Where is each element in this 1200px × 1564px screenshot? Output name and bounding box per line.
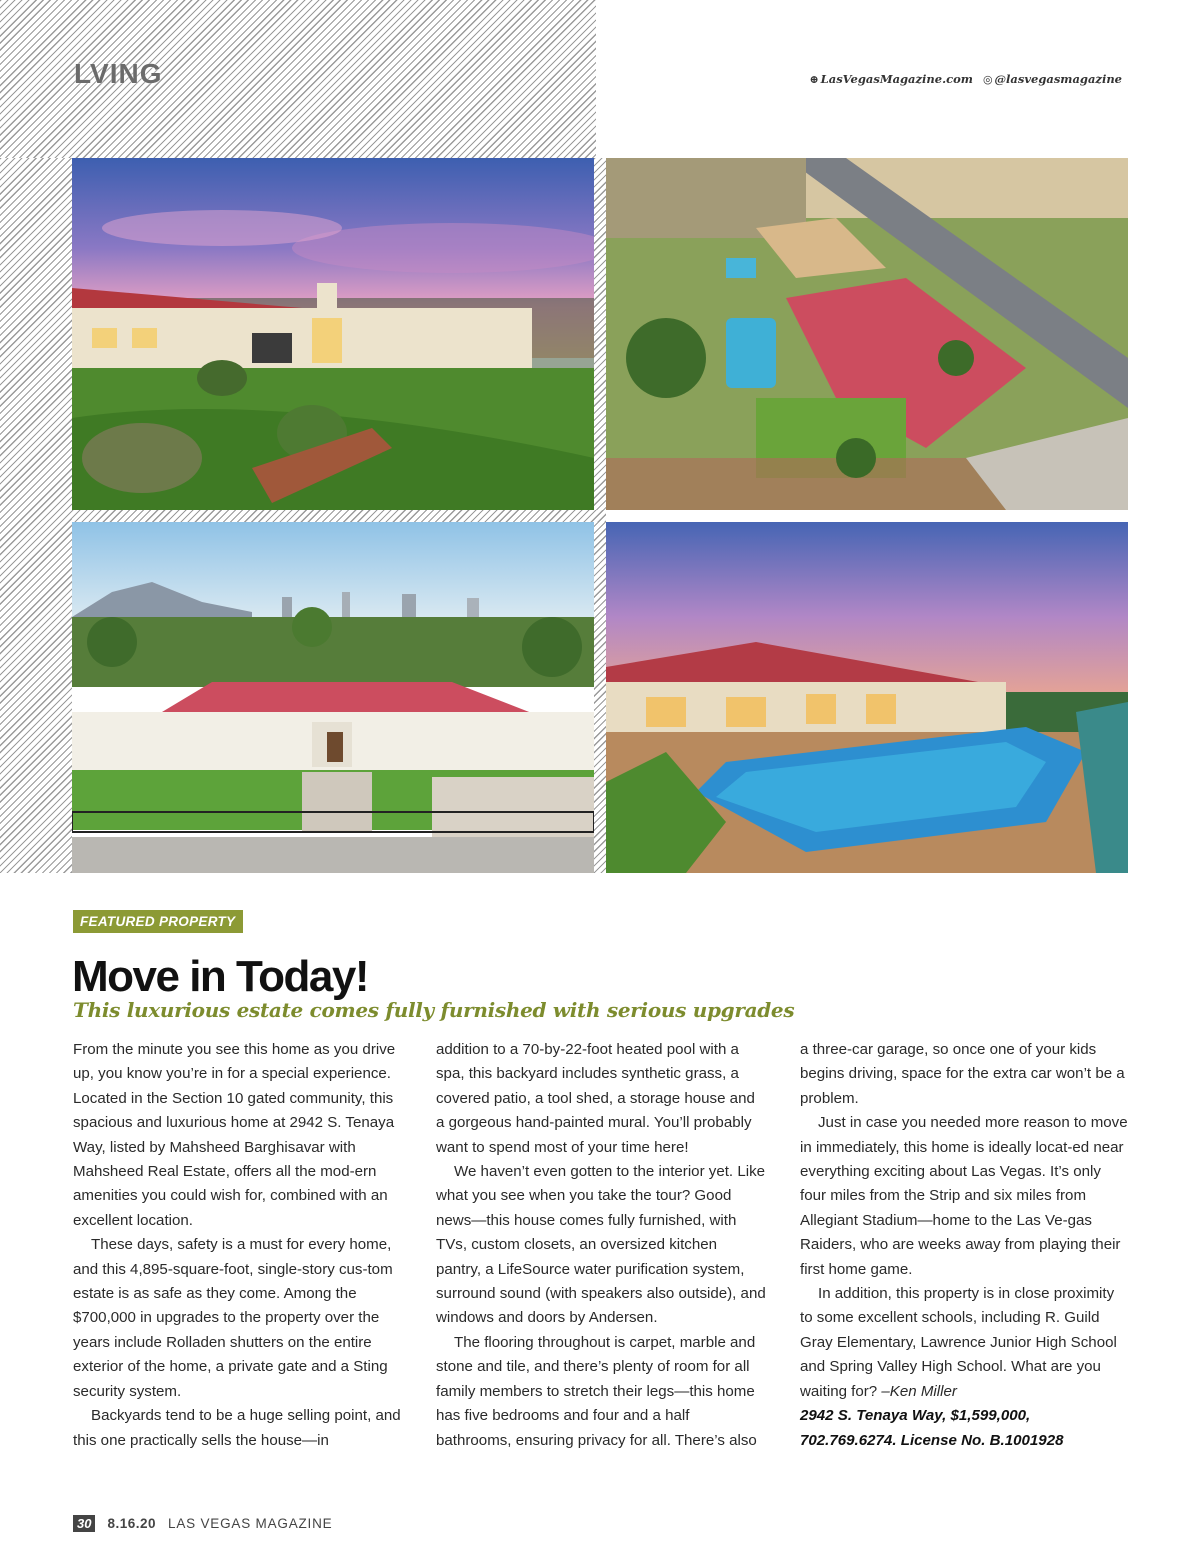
paragraph-text: In addition, this property is in close proximity to some excellent schools, including R. Guild Gray Elementary, Lawrence Junior High School and Spring Valley High School. What are you waiting for? [800, 1285, 1117, 1400]
paragraph [800, 1282, 1130, 1404]
row-hatch-pattern [72, 510, 606, 522]
left-hatch-pattern [0, 158, 72, 873]
globe-icon: ⊕ [809, 73, 819, 86]
social-links [809, 72, 1122, 86]
photo-aerial-view [606, 158, 1128, 510]
paragraph: Just in case you needed more reason to move in immediately, this home is ideally locat-ed near everything exciting about Las Vegas. It’s only four miles from the Strip and six miles from Allegiant Stadium—home to the Las Ve-gas Raiders, who are weeks away from playing their first home game. [800, 1114, 1128, 1278]
paragraph: We haven’t even gotten to the interior yet. Like what you see when you take the tour? Good news—this house comes fully furnished, with TVs, custom closets, an oversized kitchen pantry, a LifeSource water purification system, surround sound (with speakers also outside), and windows and doors by Andersen. [436, 1163, 766, 1327]
article-column-2 [436, 1038, 766, 1453]
photo-pool-backyard [606, 522, 1128, 873]
featured-property-tag: FEATURED PROPERTY [73, 910, 243, 933]
article-title: Move in Today! [72, 952, 368, 1001]
magazine-name: LAS VEGAS MAGAZINE [168, 1516, 333, 1531]
instagram-link[interactable]: ◎ @lasvegasmagazine [982, 72, 1122, 86]
paragraph: From the minute you see this home as you drive up, you know you’re in for a special experience. Located in the Section 10 gated community, this spacious and luxurious home at 2942 S. Tenaya Way, listed by Mahsheed Barghisavar with Mahsheed Real Estate, offers all the mod-ern amenities you could wish for, combined with an excellent location. [73, 1041, 396, 1229]
article-subtitle: This luxurious estate comes fully furnished with serious upgrades [73, 998, 795, 1022]
issue-date: 8.16.20 [107, 1516, 157, 1531]
paragraph: These days, safety is a must for every home, and this 4,895-square-foot, single-story cus-tom estate is as safe as they come. Among the $700,000 in upgrades to the property over the years include Rolladen shutters on the entire exterior of the home, a private gate and a Sting security system. [73, 1236, 393, 1400]
section-label: LVING [74, 58, 163, 89]
article-column-1 [73, 1038, 403, 1453]
page-number: 30 [73, 1515, 95, 1532]
page-footer [73, 1515, 332, 1532]
paragraph: Backyards tend to be a huge selling point, and this one practically sells the house—in [73, 1407, 401, 1449]
paragraph: a three-car garage, so once one of your kids begins driving, space for the extra car won’t be a problem. [800, 1041, 1125, 1107]
photo-front-gate-skyline [72, 522, 594, 873]
paragraph: The flooring throughout is carpet, marble and stone and tile, and there’s plenty of room for all family members to stretch their legs—this home has five bedrooms and four and a half bathrooms, ensuring privacy for all. There’s also [436, 1333, 757, 1449]
article-column-3 [800, 1038, 1130, 1453]
photo-front-exterior [72, 158, 594, 510]
paragraph: addition to a 70-by-22-foot heated pool with a spa, this backyard includes synthetic grass, a covered patio, a tool shed, a storage house and a gorgeous hand-painted mural. You’ll probably want to spend most of your time here! [436, 1041, 755, 1156]
website-link[interactable]: ⊕ LasVegasMagazine.com [809, 72, 973, 86]
byline: –Ken Miller [877, 1382, 957, 1400]
property-address-line: 2942 S. Tenaya Way, $1,599,000, 702.769.6274. License No. B.1001928 [800, 1407, 1064, 1449]
instagram-icon: ◎ [982, 73, 993, 86]
